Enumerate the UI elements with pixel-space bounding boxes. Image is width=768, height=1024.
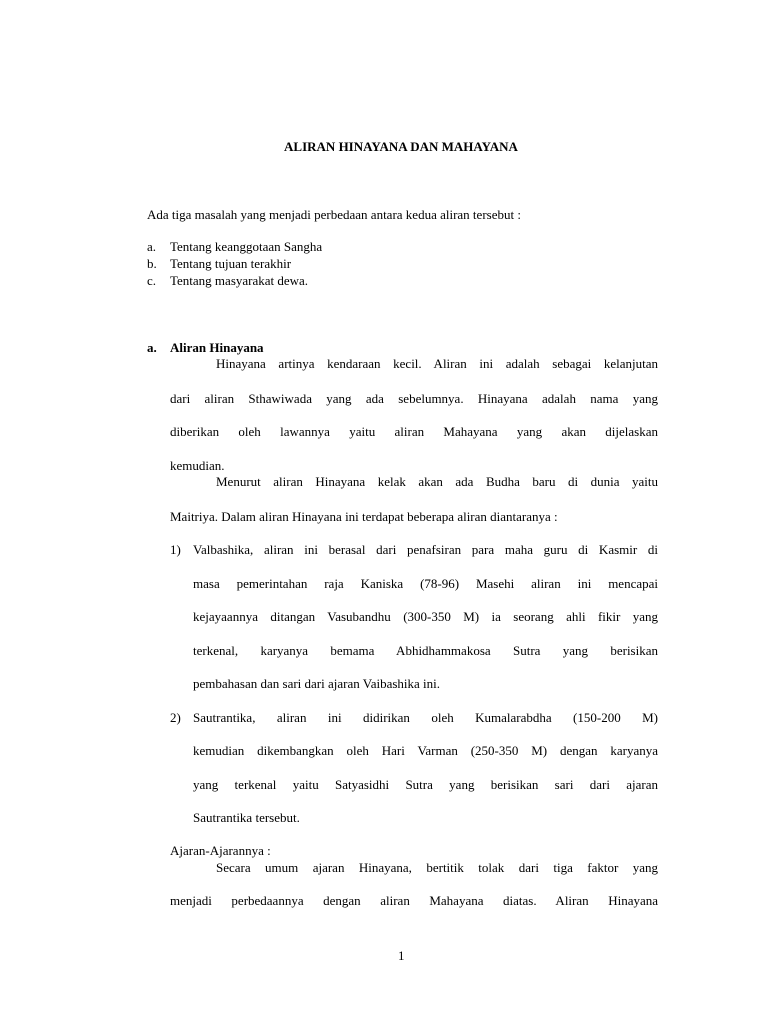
- item-line: yang terkenal yaitu Satyasidhi Sutra yang berisikan sari dari ajaran: [193, 777, 658, 792]
- paragraph-line: kemudian.: [170, 458, 225, 473]
- list-marker: c.: [147, 273, 157, 288]
- item-line: Sautrantika, aliran ini didirikan oleh Kumalarabdha (150-200 M): [193, 710, 658, 725]
- paragraph-line: Hinayana artinya kendaraan kecil. Aliran ini adalah sebagai kelanjutan: [216, 356, 658, 371]
- item-marker: 2): [170, 710, 181, 725]
- list-item: Tentang tujuan terakhir: [170, 256, 292, 271]
- item-line: Valbashika, aliran ini berasal dari penafsiran para maha guru di Kasmir di: [193, 542, 658, 557]
- list-item: Tentang masyarakat dewa.: [170, 273, 309, 288]
- section-heading: Aliran Hinayana: [170, 340, 264, 355]
- intro-text: Ada tiga masalah yang menjadi perbedaan antara kedua aliran tersebut :: [147, 207, 521, 222]
- item-line: kejayaannya ditangan Vasubandhu (300-350 M) ia seorang ahli fikir yang: [193, 609, 658, 624]
- paragraph-line: Secara umum ajaran Hinayana, bertitik tolak dari tiga faktor yang: [216, 860, 658, 875]
- section-marker: a.: [147, 340, 157, 355]
- item-line: masa pemerintahan raja Kaniska (78-96) Masehi aliran ini mencapai: [193, 576, 658, 591]
- paragraph-line: dari aliran Sthawiwada yang ada sebelumnya. Hinayana adalah nama yang: [170, 391, 658, 406]
- document-title: ALIRAN HINAYANA DAN MAHAYANA: [284, 139, 518, 154]
- list-item: Tentang keanggotaan Sangha: [170, 239, 323, 254]
- paragraph-line: diberikan oleh lawannya yaitu aliran Mahayana yang akan dijelaskan: [170, 424, 658, 439]
- paragraph-line: Menurut aliran Hinayana kelak akan ada Budha baru di dunia yaitu: [216, 474, 658, 489]
- item-line: terkenal, karyanya bemama Abhidhammakosa Sutra yang berisikan: [193, 643, 658, 658]
- teachings-label: Ajaran-Ajarannya :: [170, 843, 271, 858]
- list-marker: a.: [147, 239, 157, 254]
- item-line: kemudian dikembangkan oleh Hari Varman (250-350 M) dengan karyanya: [193, 743, 658, 758]
- paragraph-line: Maitriya. Dalam aliran Hinayana ini terdapat beberapa aliran diantaranya :: [170, 509, 558, 524]
- paragraph-line: menjadi perbedaannya dengan aliran Mahayana diatas. Aliran Hinayana: [170, 893, 658, 908]
- page-number: 1: [398, 948, 405, 963]
- list-marker: b.: [147, 256, 157, 271]
- item-line: Sautrantika tersebut.: [193, 810, 300, 825]
- item-line: pembahasan dan sari dari ajaran Vaibashika ini.: [193, 676, 441, 691]
- item-marker: 1): [170, 542, 181, 557]
